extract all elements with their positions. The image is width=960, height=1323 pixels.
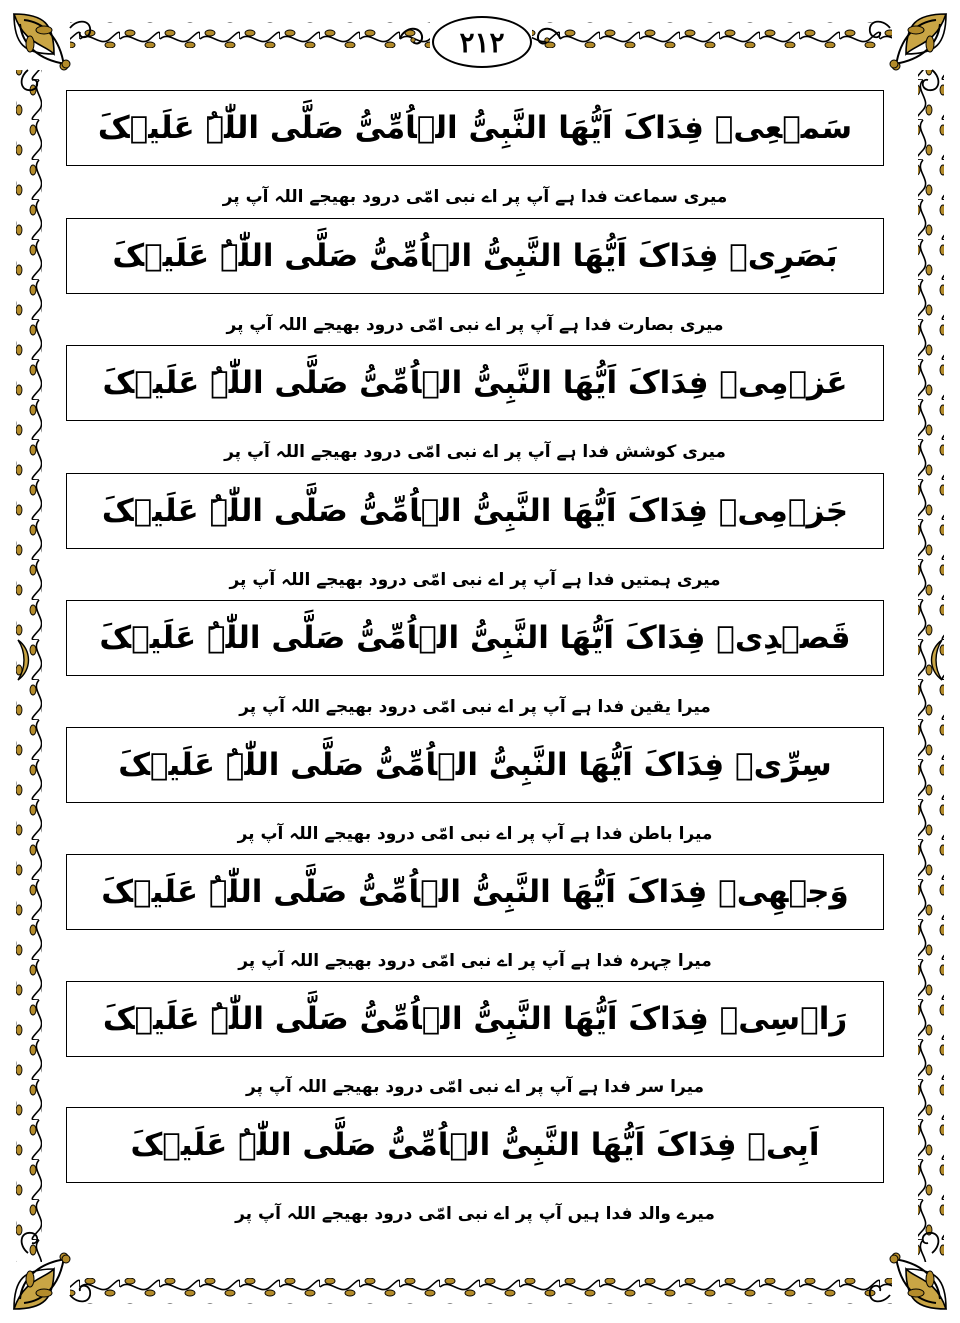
verse-text: رَاۡسِیۡ فِدَاکَ اَیُّھَا النَّبِیُّ الۡاُمِّیُّ صَلَّی اللّٰہُ عَلَیۡکَ (102, 1001, 848, 1037)
verse-text: سِرِّیۡ فِدَاکَ اَیُّھَا النَّبِیُّ الۡاُمِّیُّ صَلَّی اللّٰہُ عَلَیۡکَ (118, 747, 832, 783)
translation-text: میرا یقین فدا ہے آپ پر اے نبی امّی درود بھیجے اللہ آپ پر (239, 696, 711, 717)
translation-text: میرے والد فدا ہیں آپ پر اے نبی امّی درود بھیجے اللہ آپ پر (235, 1203, 715, 1224)
translation-text: میری بصارت فدا ہے آپ پر اے نبی امّی درود بھیجے اللہ آپ پر (226, 314, 724, 335)
translation-text: میرا چہرہ فدا ہے آپ پر اے نبی امّی درود بھیجے اللہ آپ پر (238, 950, 712, 971)
verse-box (66, 90, 884, 166)
translation-text: میری سماعت فدا ہے آپ پر اے نبی امّی درود بھیجے اللہ آپ پر (222, 186, 728, 207)
verse-text: عَزۡمِیۡ فِدَاکَ اَیُّھَا النَّبِیُّ الۡاُمِّیُّ صَلَّی اللّٰہُ عَلَیۡکَ (102, 365, 848, 401)
verse-text: سَمۡعِیۡ فِدَاکَ اَیُّھَا النَّبِیُّ الۡاُمِّیُّ صَلَّی اللّٰہُ عَلَیۡکَ (97, 110, 853, 146)
verse-text: وَجۡھِیۡ فِدَاکَ اَیُّھَا النَّبِیُّ الۡاُمِّیُّ صَلَّی اللّٰہُ عَلَیۡکَ (101, 874, 849, 910)
verse-box (66, 473, 884, 549)
verse-text: اَبِیۡ فِدَاکَ اَیُّھَا النَّبِیُّ الۡاُمِّیُّ صَلَّی اللّٰہُ عَلَیۡکَ (130, 1127, 820, 1163)
verse-box (66, 218, 884, 294)
verse-box (66, 854, 884, 930)
verse-box (66, 727, 884, 803)
verse-box (66, 600, 884, 676)
verse-text: بَصَرِیۡ فِدَاکَ اَیُّھَا النَّبِیُّ الۡاُمِّیُّ صَلَّی اللّٰہُ عَلَیۡکَ (112, 238, 838, 274)
verse-text: قَصۡدِیۡ فِدَاکَ اَیُّھَا النَّبِیُّ الۡاُمِّیُّ صَلَّی اللّٰہُ عَلَیۡکَ (99, 620, 851, 656)
page-number: ۲۱۲ (432, 16, 532, 68)
verse-box (66, 1107, 884, 1183)
verse-text: جَزۡمِیۡ فِدَاکَ اَیُّھَا النَّبِیُّ الۡاُمِّیُّ صَلَّی اللّٰہُ عَلَیۡکَ (101, 493, 849, 529)
verse-box (66, 981, 884, 1057)
translation-text: میری کوشش فدا ہے آپ پر اے نبی امّی درود بھیجے اللہ آپ پر (224, 441, 726, 462)
verse-box (66, 345, 884, 421)
translation-text: میرا سر فدا ہے آپ پر اے نبی امّی درود بھیجے اللہ آپ پر (245, 1076, 705, 1097)
translation-text: میری ہمتیں فدا ہے آپ پر اے نبی امّی درود بھیجے اللہ آپ پر (229, 569, 721, 590)
translation-text: میرا باطن فدا ہے آپ پر اے نبی امّی درود بھیجے اللہ آپ پر (237, 823, 713, 844)
